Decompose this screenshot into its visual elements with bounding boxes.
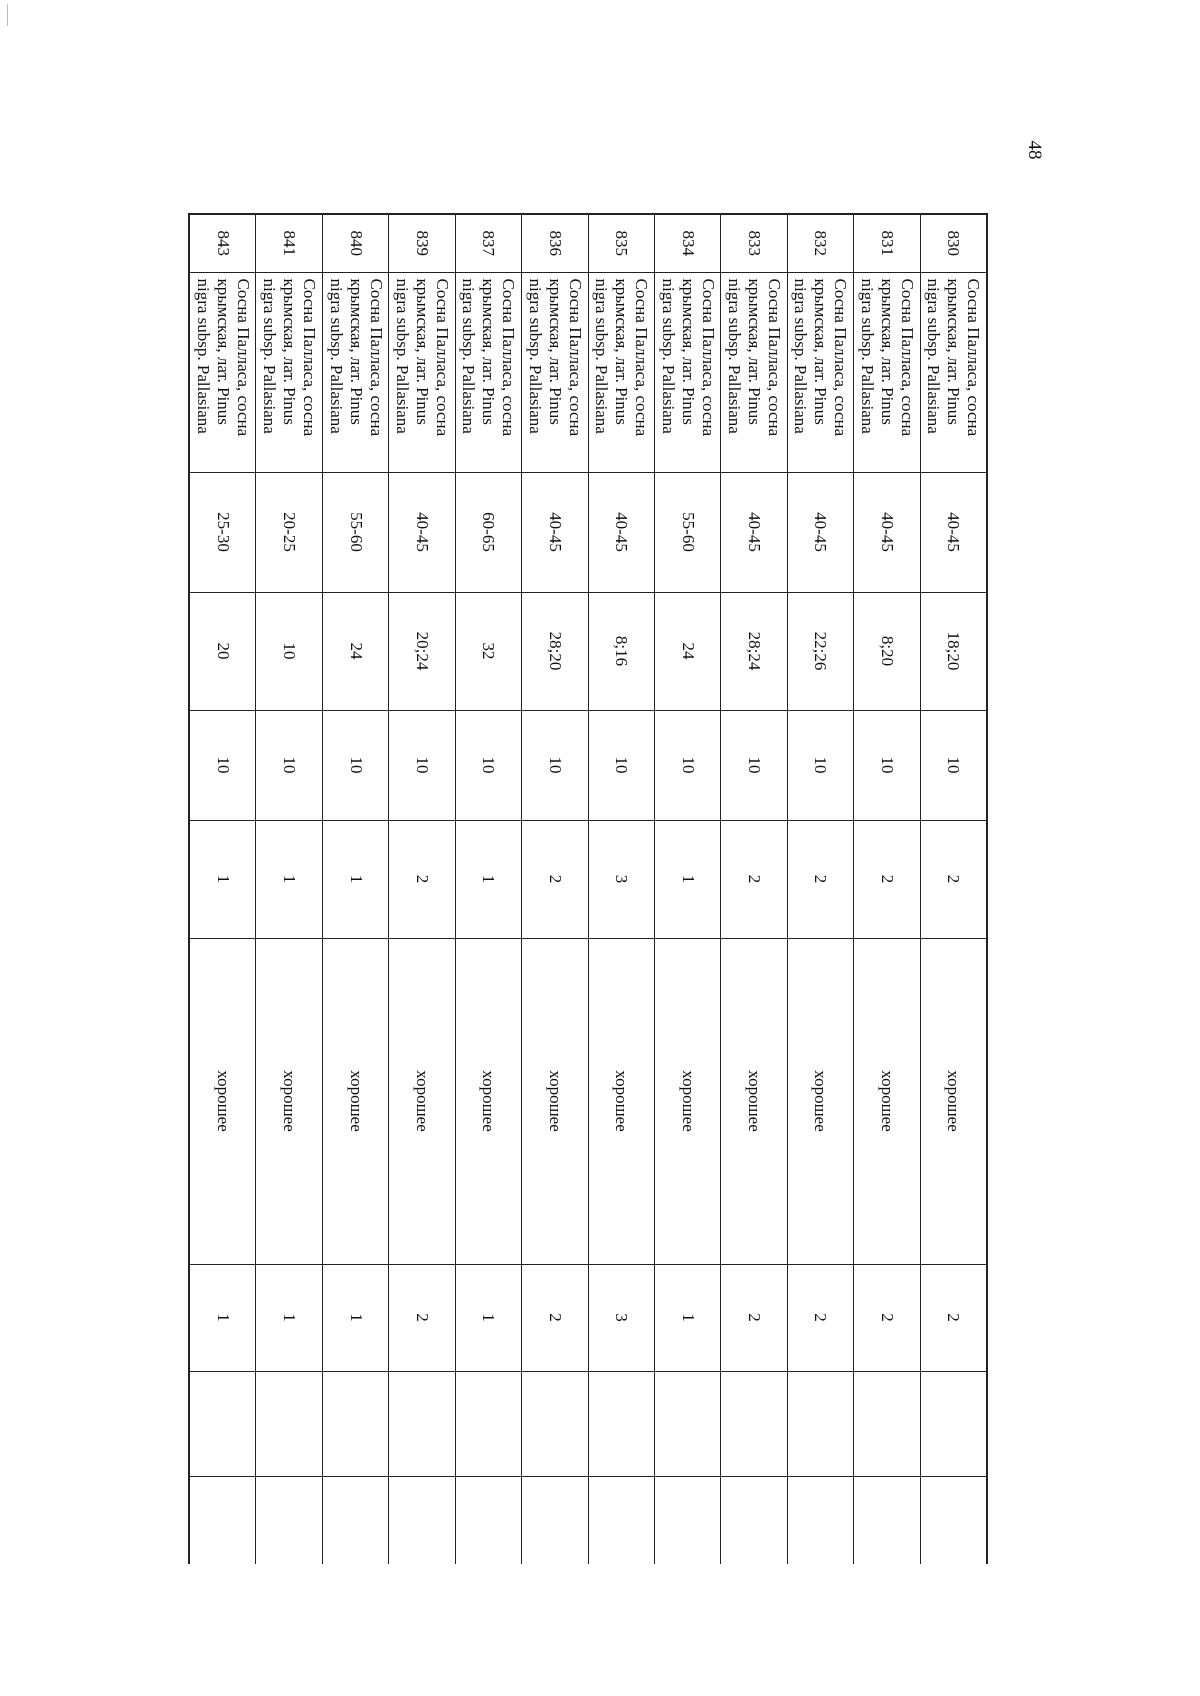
count-cell: 2	[389, 820, 455, 938]
diameter-cell: 24	[654, 592, 720, 710]
total-count-cell: 1	[654, 1264, 720, 1371]
height-cell: 10	[721, 710, 787, 820]
condition-cell: хорошее	[189, 938, 256, 1264]
species-line: nigra subsp. Pallasiana	[791, 278, 811, 434]
species-line: крымская, лат. Pinus	[213, 278, 233, 425]
diameter-cell: 8;16	[588, 592, 654, 710]
height-cell: 10	[588, 710, 654, 820]
age-cell: 60-65	[455, 472, 521, 592]
table-row	[920, 214, 987, 1564]
empty-cell	[189, 1476, 256, 1564]
species-line: nigra subsp. Pallasiana	[326, 278, 346, 434]
empty-cell	[455, 1371, 521, 1476]
empty-cell	[854, 1371, 920, 1476]
age-cell: 40-45	[854, 472, 920, 592]
age-cell: 25-30	[189, 472, 256, 592]
species-cell	[189, 272, 256, 472]
empty-cell	[389, 1371, 455, 1476]
height-cell: 10	[189, 710, 256, 820]
species-line: крымская, лат. Pinus	[745, 278, 765, 425]
table-row	[189, 214, 256, 1564]
total-count-cell: 3	[588, 1264, 654, 1371]
condition-cell: хорошее	[455, 938, 521, 1264]
species-line: крымская, лат. Pinus	[346, 278, 366, 425]
table-row	[389, 214, 455, 1564]
species-line: Сосна Палласа, сосна	[698, 278, 718, 437]
species-line: nigra subsp. Pallasiana	[525, 278, 545, 434]
total-count-cell: 2	[721, 1264, 787, 1371]
species-line: nigra subsp. Pallasiana	[857, 278, 877, 434]
empty-cell	[721, 1371, 787, 1476]
species-line: Сосна Палласа, сосна	[300, 278, 320, 437]
species-line: Сосна Палласа, сосна	[433, 278, 452, 437]
species-line: крымская, лат. Pinus	[413, 278, 432, 425]
species-line: крымская, лат. Pinus	[280, 278, 300, 425]
age-cell: 55-60	[654, 472, 720, 592]
row-number-cell: 833	[721, 214, 787, 272]
diameter-cell: 20;24	[389, 592, 455, 710]
species-line: Сосна Палласа, сосна	[366, 278, 386, 437]
height-cell: 10	[256, 710, 322, 820]
total-count-cell: 1	[322, 1264, 388, 1371]
table-row	[256, 214, 322, 1564]
age-cell: 55-60	[322, 472, 388, 592]
row-number-cell: 841	[256, 214, 322, 272]
species-line: крымская, лат. Pinus	[944, 278, 964, 425]
species-line: крымская, лат. Pinus	[612, 278, 632, 425]
species-cell	[920, 272, 987, 472]
row-number-cell: 831	[854, 214, 920, 272]
total-count-cell: 2	[854, 1264, 920, 1371]
empty-cell	[787, 1371, 853, 1476]
total-count-cell: 2	[787, 1264, 853, 1371]
empty-cell	[256, 1371, 322, 1476]
empty-cell	[920, 1371, 987, 1476]
empty-cell	[389, 1476, 455, 1564]
condition-cell: хорошее	[920, 938, 987, 1264]
species-line: Сосна Палласа, сосна	[499, 278, 519, 437]
scan-edge-mark	[7, 4, 8, 26]
table-row	[322, 214, 388, 1564]
count-cell: 1	[654, 820, 720, 938]
species-cell	[654, 272, 720, 472]
empty-cell	[322, 1476, 388, 1564]
row-number-cell: 836	[522, 214, 588, 272]
diameter-cell: 22;26	[787, 592, 853, 710]
empty-cell	[522, 1371, 588, 1476]
age-cell: 40-45	[588, 472, 654, 592]
condition-cell: хорошее	[854, 938, 920, 1264]
condition-cell: хорошее	[322, 938, 388, 1264]
species-cell	[389, 272, 455, 472]
species-line: Сосна Палласа, сосна	[765, 278, 785, 437]
species-line: Сосна Палласа, сосна	[565, 278, 585, 437]
species-line: nigra subsp. Pallasiana	[592, 278, 612, 434]
total-count-cell: 2	[522, 1264, 588, 1371]
species-line: nigra subsp. Pallasiana	[193, 278, 213, 434]
row-number-cell: 843	[189, 214, 256, 272]
species-line: nigra subsp. Pallasiana	[393, 278, 412, 434]
height-cell: 10	[522, 710, 588, 820]
row-number-cell: 834	[654, 214, 720, 272]
species-cell	[522, 272, 588, 472]
species-cell	[854, 272, 920, 472]
condition-cell: хорошее	[256, 938, 322, 1264]
condition-cell: хорошее	[389, 938, 455, 1264]
row-number-cell: 839	[389, 214, 455, 272]
total-count-cell: 1	[256, 1264, 322, 1371]
empty-cell	[322, 1371, 388, 1476]
table-body	[189, 214, 987, 1564]
species-cell	[588, 272, 654, 472]
count-cell: 3	[588, 820, 654, 938]
table-row	[721, 214, 787, 1564]
species-line: крымская, лат. Pinus	[678, 278, 698, 425]
page-number: 48	[1024, 140, 1045, 160]
species-line: крымская, лат. Pinus	[479, 278, 499, 425]
count-cell: 1	[455, 820, 521, 938]
empty-cell	[920, 1476, 987, 1564]
count-cell: 2	[721, 820, 787, 938]
empty-cell	[721, 1476, 787, 1564]
total-count-cell: 2	[389, 1264, 455, 1371]
age-cell: 40-45	[787, 472, 853, 592]
diameter-cell: 18;20	[920, 592, 987, 710]
age-cell: 20-25	[256, 472, 322, 592]
height-cell: 10	[654, 710, 720, 820]
row-number-cell: 835	[588, 214, 654, 272]
count-cell: 2	[920, 820, 987, 938]
species-cell	[787, 272, 853, 472]
table-row	[455, 214, 521, 1564]
species-line: nigra subsp. Pallasiana	[725, 278, 745, 434]
empty-cell	[522, 1476, 588, 1564]
row-number-cell: 840	[322, 214, 388, 272]
species-line: Сосна Палласа, сосна	[897, 278, 917, 437]
table-row	[522, 214, 588, 1564]
trees-table	[188, 213, 988, 1564]
count-cell: 2	[522, 820, 588, 938]
species-line: Сосна Палласа, сосна	[964, 278, 984, 437]
condition-cell: хорошее	[522, 938, 588, 1264]
diameter-cell: 10	[256, 592, 322, 710]
row-number-cell: 830	[920, 214, 987, 272]
count-cell: 1	[322, 820, 388, 938]
total-count-cell: 1	[455, 1264, 521, 1371]
total-count-cell: 2	[920, 1264, 987, 1371]
diameter-cell: 28;20	[522, 592, 588, 710]
table-row	[588, 214, 654, 1564]
age-cell: 40-45	[389, 472, 455, 592]
species-line: Сосна Палласа, сосна	[233, 278, 253, 437]
diameter-cell: 28;24	[721, 592, 787, 710]
empty-cell	[654, 1476, 720, 1564]
count-cell: 2	[787, 820, 853, 938]
count-cell: 2	[854, 820, 920, 938]
condition-cell: хорошее	[721, 938, 787, 1264]
condition-cell: хорошее	[787, 938, 853, 1264]
count-cell: 1	[256, 820, 322, 938]
condition-cell: хорошее	[654, 938, 720, 1264]
rotated-table-container	[188, 213, 988, 1563]
species-line: крымская, лат. Pinus	[545, 278, 565, 425]
diameter-cell: 32	[455, 592, 521, 710]
empty-cell	[787, 1476, 853, 1564]
species-line: nigra subsp. Pallasiana	[260, 278, 280, 434]
diameter-cell: 24	[322, 592, 388, 710]
height-cell: 10	[920, 710, 987, 820]
species-cell	[721, 272, 787, 472]
height-cell: 10	[322, 710, 388, 820]
age-cell: 40-45	[920, 472, 987, 592]
empty-cell	[256, 1476, 322, 1564]
species-cell	[256, 272, 322, 472]
empty-cell	[654, 1371, 720, 1476]
total-count-cell: 1	[189, 1264, 256, 1371]
table-row	[854, 214, 920, 1564]
empty-cell	[189, 1371, 256, 1476]
species-line: крымская, лат. Pinus	[811, 278, 831, 425]
species-line: крымская, лат. Pinus	[877, 278, 897, 425]
age-cell: 40-45	[721, 472, 787, 592]
empty-cell	[588, 1371, 654, 1476]
empty-cell	[455, 1476, 521, 1564]
empty-cell	[854, 1476, 920, 1564]
species-line: Сосна Палласа, сосна	[831, 278, 851, 437]
empty-cell	[588, 1476, 654, 1564]
height-cell: 10	[389, 710, 455, 820]
condition-cell: хорошее	[588, 938, 654, 1264]
diameter-cell: 20	[189, 592, 256, 710]
species-line: nigra subsp. Pallasiana	[658, 278, 678, 434]
species-line: nigra subsp. Pallasiana	[459, 278, 479, 434]
height-cell: 10	[455, 710, 521, 820]
table-row	[654, 214, 720, 1564]
height-cell: 10	[787, 710, 853, 820]
species-line: Сосна Палласа, сосна	[632, 278, 652, 437]
row-number-cell: 837	[455, 214, 521, 272]
species-cell	[455, 272, 521, 472]
age-cell: 40-45	[522, 472, 588, 592]
row-number-cell: 832	[787, 214, 853, 272]
species-cell	[322, 272, 388, 472]
table-row	[787, 214, 853, 1564]
height-cell: 10	[854, 710, 920, 820]
species-line: nigra subsp. Pallasiana	[924, 278, 944, 434]
count-cell: 1	[189, 820, 256, 938]
diameter-cell: 8;20	[854, 592, 920, 710]
